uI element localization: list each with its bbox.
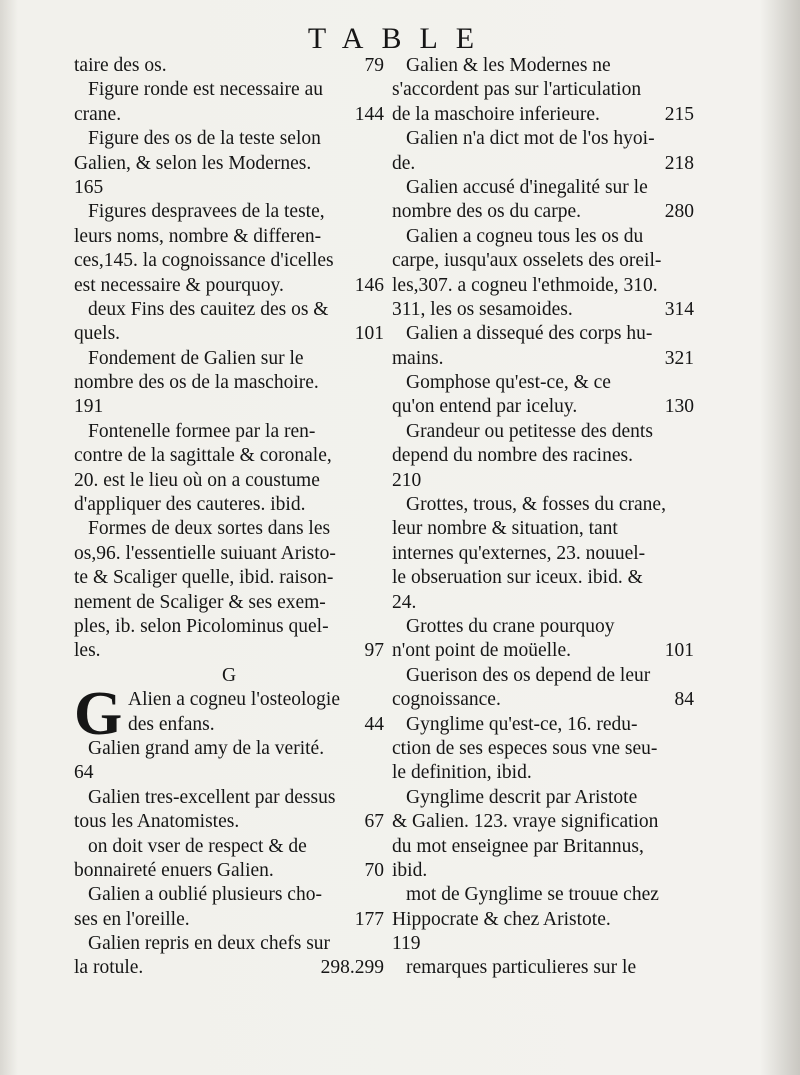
entry-text: 20. est le lieu où on a coustume [74,469,320,491]
index-entry-line [74,591,384,615]
entry-text: ses en l'oreille. [74,908,190,930]
entry-text: 64 [74,762,94,784]
index-entry-line [74,78,384,102]
entry-text: Alien a cogneu l'osteologie [128,689,340,711]
index-entry-line [392,395,694,419]
index-entry-line [392,298,694,322]
index-entry-line [74,322,384,346]
index-entry-line [392,664,694,688]
index-entry-line [74,395,384,419]
entry-text: Guerison des os depend de leur [406,664,651,686]
entry-text: Galien a cogneu tous les os du [406,225,644,247]
running-header: TABLE [307,22,493,55]
index-entry-line [74,835,384,859]
entry-text: nombre des os du carpe. [392,201,581,223]
entry-text: mot de Gynglime se trouue chez [406,884,659,906]
entry-text: des enfans. [128,713,215,735]
index-entry-line [392,542,694,566]
index-entry-line [392,127,694,151]
index-entry-line [74,810,384,834]
entry-text: tous les Anatomistes. [74,811,240,833]
entry-text: Grottes, trous, & fosses du crane, [406,494,666,516]
entry-text: est necessaire & pourquoy. [74,274,284,296]
entry-text: os,96. l'essentielle suiuant Aristo- [74,542,336,564]
page-reference: 67 [364,811,384,833]
page-reference: 177 [354,908,384,930]
entry-text: de. [392,152,416,174]
index-entry-line [392,54,694,78]
entry-text: Gynglime descrit par Aristote [406,786,638,808]
index-entry-line [74,347,384,371]
index-entry-line [74,639,384,663]
index-entry-line [392,591,694,615]
entry-text: Figures despravees de la teste, [88,201,325,223]
index-entry-line [74,444,384,468]
index-entry-line [74,517,384,541]
page-reference: 144 [354,103,384,125]
page-reference: 130 [664,396,694,418]
entry-text: bonnaireté enuers Galien. [74,859,274,881]
entry-text: de la maschoire inferieure. [392,103,600,125]
index-entry-line [392,639,694,663]
entry-text: Galien a oublié plusieurs cho- [88,884,322,906]
index-column-right [392,54,694,981]
entry-text: 24. [392,591,417,613]
entry-text: qu'on entend par iceluy. [392,396,578,418]
page-reference: 84 [674,689,694,711]
index-entry-line [74,298,384,322]
entry-text: internes qu'externes, 23. nouuel- [392,542,646,564]
entry-text: la rotule. [74,957,144,979]
entry-text: cognoissance. [392,689,501,711]
index-entry-line [74,615,384,639]
index-entry-line [392,103,694,127]
entry-text: du mot enseignee par Britannus, [392,835,644,857]
index-entry-line [392,517,694,541]
index-entry-line [74,859,384,883]
index-entry-line [392,322,694,346]
page-reference: 215 [664,103,694,125]
index-entry-line [392,444,694,468]
index-entry-line [392,469,694,493]
index-entry-line [74,932,384,956]
entry-text: 119 [392,933,421,955]
entry-text: taire des os. [74,55,167,76]
entry-text: n'ont point de moüelle. [392,640,571,662]
entry-text: ples, ib. selon Picolominus quel- [74,615,329,637]
entry-text: deux Fins des cauitez des os & [88,298,329,320]
entry-text: les,307. a cogneu l'ethmoide, 310. [392,274,658,296]
entry-text: le obseruation sur iceux. ibid. & [392,567,643,589]
entry-text: G [221,664,237,686]
entry-text: Galien & les Modernes ne [406,55,611,76]
index-entry-line [392,615,694,639]
entry-text: 210 [392,469,422,491]
index-entry-line [392,200,694,224]
index-entry-line [392,713,694,737]
entry-text: Galien, & selon les Modernes. [74,152,312,174]
index-entry-line [392,420,694,444]
entry-text: nombre des os de la maschoire. [74,372,319,394]
index-entry-line [392,225,694,249]
page-reference: 280 [664,201,694,223]
entry-text: Galien accusé d'inegalité sur le [406,176,648,198]
index-entry-line [392,176,694,200]
entry-text: Fondement de Galien sur le [88,347,304,369]
entry-text: nement de Scaliger & ses exem- [74,591,326,613]
index-entry-line [392,274,694,298]
entry-text: Grottes du crane pourquoy [406,615,615,637]
index-entry-line [392,249,694,273]
entry-text: Galien tres-excellent par dessus [88,786,336,808]
index-entry-line [392,908,694,932]
index-entry-line [392,152,694,176]
entry-text: ces,145. la cognoissance d'icelles [74,250,334,272]
entry-text: le definition, ibid. [392,762,532,784]
index-entry-line [392,810,694,834]
page-reference: 97 [364,640,384,662]
index-entry-line [392,688,694,712]
entry-text: les. [74,640,101,662]
entry-text: depend du nombre des racines. [392,445,633,467]
page-reference: 298.299 [320,957,384,979]
page-reference: 218 [664,152,694,174]
index-entry-line [392,566,694,590]
page-reference: 44 [364,713,384,735]
entry-text: Grandeur ou petitesse des dents [406,420,653,442]
index-entry-line [74,54,384,78]
index-column-left [74,54,384,981]
entry-text: 165 [74,176,104,198]
entry-text: Hippocrate & chez Aristote. [392,908,611,930]
entry-text: on doit vser de respect & de [88,835,307,857]
entry-text: carpe, iusqu'aux osselets des oreil- [392,250,662,272]
page-reference: 321 [664,347,694,369]
drop-capital: G [74,680,123,749]
page-reference: 79 [364,55,384,76]
index-entry-line [74,371,384,395]
index-entry-line [74,200,384,224]
index-entry-line [392,78,694,102]
page-reference: 314 [664,298,694,320]
entry-text: remarques particulieres sur le [406,957,637,979]
entry-text: ibid. [392,859,428,881]
index-entry-line [392,786,694,810]
entry-text: s'accordent pas sur l'articulation [392,79,642,101]
entry-text: te & Scaliger quelle, ibid. raison- [74,567,334,589]
index-entry-line [74,956,384,980]
index-entry-line [392,737,694,761]
index-entry-line [74,883,384,907]
index-entry-line [74,249,384,273]
index-entry-line [392,371,694,395]
entry-text: d'appliquer des cauteres. ibid. [74,494,306,516]
index-entry-line [392,493,694,517]
entry-text: Gomphose qu'est-ce, & ce [406,372,611,394]
entry-text: Formes de deux sortes dans les [88,518,331,540]
entry-text: ction de ses especes sous vne seu- [392,737,658,759]
index-entry-line [74,566,384,590]
page-reference: 70 [364,859,384,881]
entry-text: crane. [74,103,122,125]
index-entry-line [74,493,384,517]
entry-text: 311, les os sesamoides. [392,298,573,320]
entry-text: 191 [74,396,104,418]
entry-text: Figure des os de la teste selon [88,128,321,150]
entry-text: Galien n'a dict mot de l'os hyoi- [406,128,655,150]
entry-text: leur nombre & situation, tant [392,518,618,540]
index-entry-line [392,347,694,371]
entry-text: leurs noms, nombre & differen- [74,225,322,247]
entry-text: mains. [392,347,444,369]
index-entry-line [74,542,384,566]
index-entry-line [74,225,384,249]
index-entry-line [392,932,694,956]
entry-text: & Galien. 123. vraye signification [392,811,659,833]
index-entry-line [392,956,694,980]
index-entry-line [74,103,384,127]
index-entry-line [392,835,694,859]
entry-text: contre de la sagittale & coronale, [74,445,332,467]
index-entry-line [392,761,694,785]
page-reference: 101 [664,640,694,662]
index-entry-line [74,127,384,151]
index-entry-line [74,713,384,737]
entry-text: Gynglime qu'est-ce, 16. redu- [406,713,638,735]
index-entry-line [392,859,694,883]
index-entry-line [74,152,384,176]
index-entry-line [74,420,384,444]
entry-text: Galien repris en deux chefs sur [88,933,331,955]
index-entry-line [74,761,384,785]
index-entry-line [392,883,694,907]
entry-text: Galien a dissequé des corps hu- [406,323,653,345]
entry-text: quels. [74,323,121,345]
entry-text: Fontenelle formee par la ren- [88,420,316,442]
entry-text: Galien grand amy de la verité. [88,737,325,759]
index-entry-line [74,469,384,493]
index-entry-line [74,737,384,761]
index-entry-line [74,176,384,200]
page-reference: 146 [354,274,384,296]
entry-text: Figure ronde est necessaire au [88,79,323,101]
page-reference: 101 [354,323,384,345]
index-entry-line [74,786,384,810]
index-entry-line [74,274,384,298]
index-entry-line [74,908,384,932]
